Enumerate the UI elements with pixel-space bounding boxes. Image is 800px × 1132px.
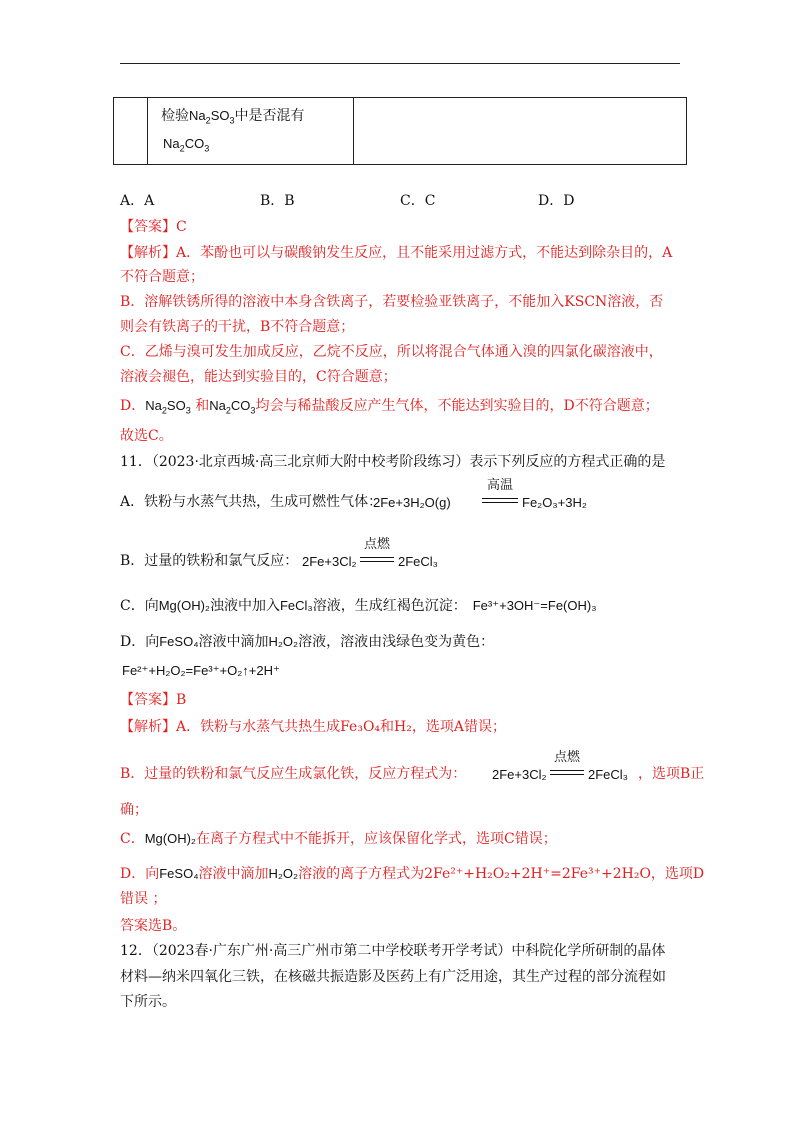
header-rule [120, 63, 680, 64]
q11-an-b-eq-left: 2Fe+3Cl₂ [492, 767, 547, 782]
q10-option-b: B．B [260, 193, 295, 209]
q10-analysis-b: B．溶解铁锈所得的溶液中本身含铁离子，若要检验亚铁离子，不能加入KSCN溶液，否 [120, 294, 664, 310]
q10-analysis-d: D．$Na_2SO_3$ 和$Na_2CO_3$均会与稀盐酸反应产生气体，不能达到实验目的，D不符合题意； [120, 398, 659, 416]
q11-conclusion: 答案选B。 [120, 918, 187, 934]
options-table [113, 97, 687, 165]
q10-option-d: D．D [538, 193, 575, 209]
q10-analysis-b2: 则会有铁离子的干扰，B不符合题意； [120, 319, 355, 335]
q11-a-eq-sign [482, 498, 518, 503]
q10-conclusion: 故选C。 [120, 428, 173, 444]
q11-analysis-d: D．向FeSO₄溶液中滴加H₂O₂溶液的离子方程式为2Fe²⁺+H₂O₂+2H⁺=2Fe³⁺+2H₂O，选项D [120, 866, 705, 882]
q12-line1: 12．（2023春·广东广州·高三广州市第二中学校联考开学考试）中科院化学所研制的晶体 [120, 943, 666, 959]
q10-option-c: C．C [400, 193, 436, 209]
q10-analysis-a: 【解析】A．苯酚也可以与碳酸钠发生反应，且不能采用过滤方式，不能达到除杂目的，A [120, 245, 673, 261]
q11-option-b: B．过量的铁粉和氯气反应： [120, 553, 299, 569]
q11-an-b-eq-right: 2FeCl₃ [588, 767, 628, 782]
q11-b-cond: 点燃 [363, 537, 390, 552]
q11-a-cond: 高温 [486, 478, 513, 493]
q10-answer: 【答案】C [120, 219, 187, 235]
q11-a-eq-left: 2Fe+3H₂O(g) [373, 495, 451, 510]
q11-a-eq-right: Fe₂O₃+3H₂ [522, 495, 587, 510]
q11-analysis-a: 【解析】A．铁粉与水蒸气共热生成Fe₃O₄和H₂，选项A错误； [120, 719, 506, 735]
q11-answer: 【答案】B [120, 692, 187, 708]
q10-analysis-c: C．乙烯与溴可发生加成反应，乙烷不反应，所以将混合气体通入溴的四氯化碳溶液中， [120, 344, 663, 360]
q11-d-eq: Fe²⁺+H₂O₂=Fe³⁺+O₂↑+2H⁺ [122, 663, 280, 678]
q12-line2: 材料—纳米四氧化三铁，在核磁共振造影及医药上有广泛用途，其生产过程的部分流程如 [120, 969, 666, 985]
q11-option-d: D．向FeSO₄溶液中滴加H₂O₂溶液，溶液由浅绿色变为黄色： [120, 634, 495, 650]
q11-analysis-c: C．Mg(OH)₂在离子方程式中不能拆开，应该保留化学式，选项C错误； [120, 831, 557, 847]
q11-option-a: A．铁粉与水蒸气共热，生成可燃性气体： [120, 494, 383, 510]
q10-analysis-c2: 溶液会褪色，能达到实验目的，C符合题意； [120, 369, 397, 385]
q11-analysis-b: B．过量的铁粉和氯气反应生成氯化铁，反应方程式为： [120, 766, 467, 782]
q12-line3: 下所示。 [120, 994, 176, 1010]
q11-an-b-cond: 点燃 [553, 750, 580, 765]
q11-analysis-b2: 确； [120, 802, 148, 818]
table-col2-divider [353, 98, 354, 164]
q11-analysis-d2: 错误 ； [120, 891, 167, 907]
table-cell-text-2: $Na_2CO_3$ [163, 136, 210, 154]
q11-b-eq-right: 2FeCl₃ [398, 554, 438, 569]
q11-b-eq-left: 2Fe+3Cl₂ [302, 554, 357, 569]
q11-option-c: C．向Mg(OH)₂浊液中加入FeCl₃溶液，生成红褐色沉淀： Fe³⁺+3OH⁻=Fe(OH)₃ [120, 598, 597, 614]
q11-header: 11．（2023·北京西城·高三北京师大附中校考阶段练习）表示下列反应的方程式正确的是 [120, 454, 666, 470]
q11-an-b-post: ，选项B正 [638, 766, 705, 782]
table-col1-divider [147, 98, 148, 164]
q10-option-a: A．A [120, 193, 155, 209]
q10-analysis-a2: 不符合题意； [120, 269, 204, 285]
q11-an-b-eq-sign [550, 770, 584, 775]
q11-b-eq-sign [360, 557, 394, 562]
table-cell-text: 检验$Na_2SO_3$中是否混有 [161, 108, 305, 126]
